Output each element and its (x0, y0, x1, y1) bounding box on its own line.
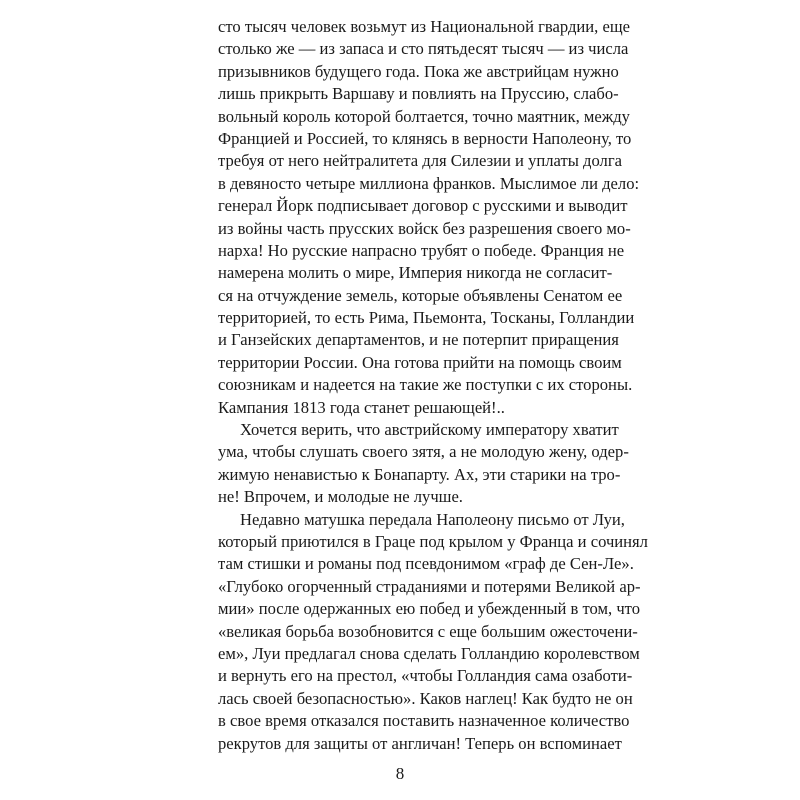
text-line: ем», Луи предлагал снова сделать Голландию королевством (218, 643, 640, 663)
text-line: в свое время отказался поставить назначенное количество (218, 711, 630, 731)
text-line: территорией, то есть Рима, Пьемонта, Тосканы, Голландии (218, 308, 635, 328)
text-line: лась своей безопасностью». Каков наглец! Как будто не он (218, 688, 633, 708)
text-line: лишь прикрыть Варшаву и повлиять на Пруссию, слабо- (218, 84, 619, 104)
text-line: Хочется верить, что австрийскому императору хватит (240, 420, 619, 440)
text-line: генерал Йорк подписывает договор с русскими и выводит (218, 196, 628, 216)
text-line: ума, чтобы слушать своего зятя, а не молодую жену, одер- (218, 442, 629, 462)
text-line: нарха! Но русские напрасно трубят о победе. Франция не (218, 240, 625, 260)
body-text (218, 16, 648, 755)
text-line: там стишки и романы под псевдонимом «граф де Сен-Ле». (218, 554, 634, 574)
text-line: требуя от него нейтралитета для Силезии и уплаты долга (218, 151, 622, 171)
text-line: «великая борьба возобновится с еще большим ожесточени- (218, 621, 638, 641)
text-line: вольный король которой болтается, точно маятник, между (218, 106, 630, 126)
text-line: сто тысяч человек возьмут из Национальной гвардии, еще (218, 17, 630, 36)
page-number: 8 (395, 764, 405, 783)
text-line: в девяносто четыре миллиона франков. Мыслимое ли дело: (218, 173, 640, 193)
text-line: и Ганзейских департаментов, и не потерпит приращения (218, 330, 619, 350)
text-line: территории России. Она готова прийти на помощь своим (218, 352, 622, 372)
text-line: не! Впрочем, и молодые не лучше. (218, 487, 463, 507)
text-line: рекрутов для защиты от англичан! Теперь он вспоминает (218, 733, 622, 753)
text-line: и вернуть его на престол, «чтобы Голландия сама озаботи- (218, 666, 633, 686)
text-line: мии» после одержанных ею побед и убежденный в том, что (218, 599, 640, 619)
text-line: «Глубоко огорченный страданиями и потерями Великой ар- (218, 576, 641, 596)
text-line: ся на отчуждение земель, которые объявлены Сенатом ее (218, 285, 623, 305)
text-line: жимую ненавистью к Бонапарту. Ах, эти старики на тро- (218, 464, 621, 484)
text-line: который приютился в Граце под крылом у Франца и сочинял (218, 531, 648, 551)
text-line: столько же — из запаса и сто пятьдесят тысяч — из числа (218, 39, 629, 59)
text-line: намерена молить о мире, Империя никогда не согласит- (218, 263, 613, 283)
text-line: Францией и Россией, то клянясь в верности Наполеону, то (218, 128, 632, 148)
text-line: Кампания 1813 года станет решающей!.. (218, 397, 505, 417)
text-line: из войны часть прусских войск без разрешения своего мо- (218, 218, 631, 238)
text-line: призывников будущего года. Пока же австрийцам нужно (218, 61, 619, 81)
text-line: Недавно матушка передала Наполеону письмо от Луи, (240, 509, 625, 529)
text-line: союзникам и надеется на такие же поступки с их стороны. (218, 375, 633, 395)
